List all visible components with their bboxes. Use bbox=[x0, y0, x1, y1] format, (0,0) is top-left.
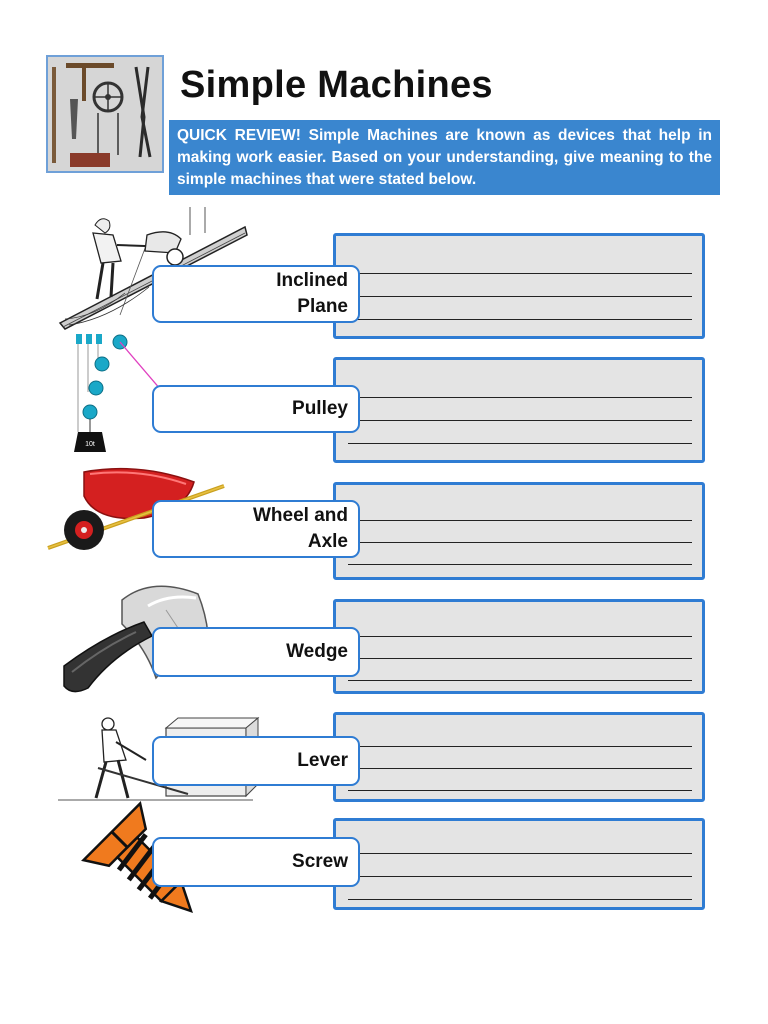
answer-line[interactable] bbox=[348, 680, 692, 681]
answer-line[interactable] bbox=[348, 853, 692, 854]
answer-line[interactable] bbox=[348, 636, 692, 637]
answer-box-wedge[interactable] bbox=[333, 599, 705, 694]
label-line: Axle bbox=[307, 531, 348, 552]
label-line: Plane bbox=[297, 296, 348, 317]
answer-box-inclined-plane[interactable] bbox=[333, 233, 705, 339]
label-lever bbox=[152, 736, 360, 786]
answer-line[interactable] bbox=[348, 520, 692, 521]
answer-line[interactable] bbox=[348, 768, 692, 769]
answer-line[interactable] bbox=[348, 876, 692, 877]
answer-line[interactable] bbox=[348, 899, 692, 900]
answer-line[interactable] bbox=[348, 746, 692, 747]
label-line: Inclined bbox=[276, 270, 348, 291]
answer-line[interactable] bbox=[348, 397, 692, 398]
answer-line[interactable] bbox=[348, 542, 692, 543]
label-line: Pulley bbox=[292, 398, 348, 419]
answer-line[interactable] bbox=[348, 790, 692, 791]
label-line: Wheel and bbox=[252, 505, 348, 526]
answer-line[interactable] bbox=[348, 658, 692, 659]
label-line: Screw bbox=[292, 851, 348, 872]
weight-label: 10t bbox=[85, 441, 95, 448]
answer-line[interactable] bbox=[348, 296, 692, 297]
label-screw bbox=[152, 837, 360, 887]
answer-box-lever[interactable] bbox=[333, 712, 705, 802]
simple-tools-photo bbox=[46, 55, 164, 173]
answer-box-screw[interactable] bbox=[333, 818, 705, 910]
label-wheel-and-axle bbox=[152, 500, 360, 558]
answer-line[interactable] bbox=[348, 273, 692, 274]
answer-line[interactable] bbox=[348, 420, 692, 421]
answer-line[interactable] bbox=[348, 319, 692, 320]
label-line: Lever bbox=[297, 750, 348, 771]
answer-box-wheel-and-axle[interactable] bbox=[333, 482, 705, 580]
quick-review-text: QUICK REVIEW! Simple Machines are known as devices that help in making work easier. Based on your understanding, give meaning to the simple machines that were stated below. bbox=[169, 120, 720, 195]
answer-box-pulley[interactable] bbox=[333, 357, 705, 463]
label-line: Wedge bbox=[286, 641, 348, 662]
label-wedge bbox=[152, 627, 360, 677]
label-pulley bbox=[152, 385, 360, 433]
answer-line[interactable] bbox=[348, 564, 692, 565]
answer-line[interactable] bbox=[348, 443, 692, 444]
page-title: Simple Machines bbox=[180, 64, 493, 106]
label-inclined-plane bbox=[152, 265, 360, 323]
